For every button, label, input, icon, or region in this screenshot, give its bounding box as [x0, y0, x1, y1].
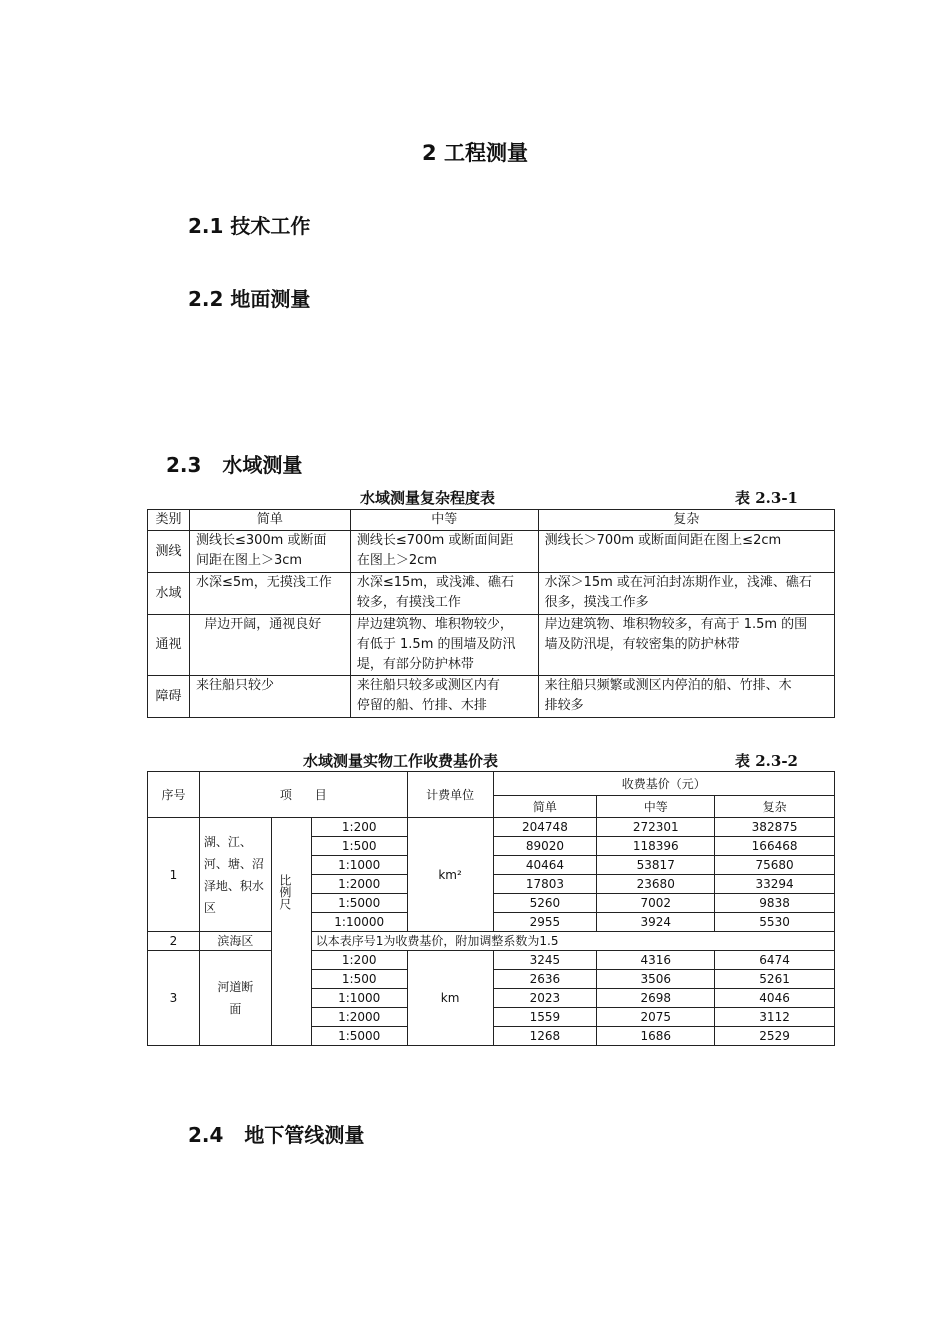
scale-cell: 1:500 — [311, 837, 407, 856]
price-complex: 382875 — [715, 818, 835, 837]
price-complex: 9838 — [715, 894, 835, 913]
price-medium: 4316 — [597, 951, 715, 970]
price-simple: 3245 — [493, 951, 597, 970]
header-seq: 序号 — [148, 772, 200, 818]
cell-medium — [350, 615, 538, 676]
scale-cell: 1:200 — [311, 818, 407, 837]
cell-complex — [538, 676, 834, 718]
table-row — [148, 573, 835, 615]
table-row — [148, 676, 835, 718]
price-simple: 1268 — [493, 1027, 597, 1046]
cell-line: 来往船只频繁或测区内停泊的船、竹排、木 — [544, 678, 792, 693]
row-category: 测线 — [148, 531, 190, 573]
scale-cell: 1:5000 — [311, 1027, 407, 1046]
cell-line: 测线长≤300m 或断面 — [195, 533, 327, 548]
cell-medium — [350, 531, 538, 573]
header-item: 项 目 — [199, 772, 407, 818]
header-price: 收费基价（元） — [493, 772, 835, 796]
price-complex: 4046 — [715, 989, 835, 1008]
cell-simple — [189, 531, 350, 573]
header-simple: 简单 — [189, 510, 350, 531]
header-medium: 中等 — [597, 796, 715, 818]
table-row — [148, 615, 835, 676]
item-name: 河道断面 — [199, 951, 271, 1046]
cell-line: 测线长≤700m 或断面间距 — [356, 533, 514, 548]
complexity-table — [147, 509, 835, 718]
row-category: 水域 — [148, 573, 190, 615]
header-category: 类别 — [148, 510, 190, 531]
cell-complex — [538, 531, 834, 573]
table-header-row — [148, 510, 835, 531]
cell-line: 很多，摸浅工作多 — [544, 595, 649, 610]
price-simple: 89020 — [493, 837, 597, 856]
scale-cell: 1:5000 — [311, 894, 407, 913]
header-unit: 计费单位 — [407, 772, 493, 818]
cell-line: 岸边建筑物、堆积物较少， — [356, 617, 513, 632]
price-medium: 3506 — [597, 970, 715, 989]
section-2-4-heading: 2.4 地下管线测量 — [188, 1123, 365, 1147]
cell-line: 较多，有摸浅工作 — [356, 595, 461, 610]
cell-line: 来往船只较多或测区内有 — [356, 678, 500, 693]
table-row — [148, 531, 835, 573]
header-medium: 中等 — [350, 510, 538, 531]
table-row — [148, 932, 835, 951]
section-2-2-heading: 2.2 地面测量 — [188, 287, 311, 311]
table2-caption: 水域测量实物工作收费基价表 — [303, 752, 499, 770]
cell-line: 间距在图上＞3cm — [195, 553, 303, 568]
section-2-1-heading: 2.1 技术工作 — [188, 214, 311, 238]
scale-cell: 1:500 — [311, 970, 407, 989]
unit-cell: km² — [407, 818, 493, 932]
price-medium: 1686 — [597, 1027, 715, 1046]
unit-cell: km — [407, 951, 493, 1046]
price-medium: 118396 — [597, 837, 715, 856]
price-simple: 1559 — [493, 1008, 597, 1027]
price-simple: 17803 — [493, 875, 597, 894]
price-complex: 6474 — [715, 951, 835, 970]
price-complex: 33294 — [715, 875, 835, 894]
cell-line: 排较多 — [544, 698, 584, 713]
cell-line: 测线长＞700m 或断面间距在图上≤2cm — [544, 533, 782, 548]
scale-cell: 1:10000 — [311, 913, 407, 932]
note-cell: 以本表序号1为收费基价，附加调整系数为1.5 — [311, 932, 834, 951]
item-name: 滨海区 — [199, 932, 271, 951]
price-simple: 2955 — [493, 913, 597, 932]
row-category: 障碍 — [148, 676, 190, 718]
seq-cell: 3 — [148, 951, 200, 1046]
price-simple: 40464 — [493, 856, 597, 875]
cell-line: 墙及防汛堤，有较密集的防护林带 — [544, 637, 740, 652]
row-category: 通视 — [148, 615, 190, 676]
cell-line: 来往船只较少 — [195, 678, 274, 693]
price-complex: 2529 — [715, 1027, 835, 1046]
cell-line: 岸边建筑物、堆积物较多，有高于 1.5m 的围 — [544, 617, 808, 632]
scale-cell: 1:200 — [311, 951, 407, 970]
table1-number: 表 2.3-1 — [735, 489, 798, 507]
price-complex: 5530 — [715, 913, 835, 932]
table2-number: 表 2.3-2 — [735, 752, 798, 770]
scale-cell: 1:1000 — [311, 856, 407, 875]
price-complex: 5261 — [715, 970, 835, 989]
cell-line: 岸边开阔，通视良好 — [195, 617, 322, 632]
cell-line: 水深≤15m，或浅滩、礁石 — [356, 575, 514, 590]
scale-label: 比例尺 — [271, 818, 311, 1046]
table-row — [148, 951, 835, 970]
cell-simple — [189, 615, 350, 676]
price-complex: 166468 — [715, 837, 835, 856]
seq-cell: 1 — [148, 818, 200, 932]
cell-simple — [189, 676, 350, 718]
cell-line: 停留的船、竹排、木排 — [356, 698, 487, 713]
header-simple: 简单 — [493, 796, 597, 818]
cell-complex — [538, 615, 834, 676]
scale-cell: 1:1000 — [311, 989, 407, 1008]
price-medium: 53817 — [597, 856, 715, 875]
price-simple: 2023 — [493, 989, 597, 1008]
cell-line: 在图上＞2cm — [356, 553, 437, 568]
price-medium: 272301 — [597, 818, 715, 837]
cell-line: 水深＞15m 或在河泊封冻期作业，浅滩、礁石 — [544, 575, 812, 590]
price-simple: 5260 — [493, 894, 597, 913]
seq-cell: 2 — [148, 932, 200, 951]
scale-cell: 1:2000 — [311, 875, 407, 894]
price-complex: 75680 — [715, 856, 835, 875]
price-medium: 7002 — [597, 894, 715, 913]
page-title: 2 工程测量 — [422, 141, 528, 165]
price-medium: 3924 — [597, 913, 715, 932]
price-complex: 3112 — [715, 1008, 835, 1027]
fee-table — [147, 771, 835, 1046]
cell-line: 水深≤5m，无摸浅工作 — [195, 575, 332, 590]
price-medium: 2698 — [597, 989, 715, 1008]
header-complex: 复杂 — [715, 796, 835, 818]
cell-line: 有低于 1.5m 的围墙及防汛 — [356, 637, 516, 652]
price-medium: 2075 — [597, 1008, 715, 1027]
cell-line: 堤，有部分防护林带 — [356, 657, 474, 672]
price-simple: 204748 — [493, 818, 597, 837]
table1-caption: 水域测量复杂程度表 — [360, 489, 496, 507]
cell-complex — [538, 573, 834, 615]
price-medium: 23680 — [597, 875, 715, 894]
table-row — [148, 818, 835, 837]
header-complex: 复杂 — [538, 510, 834, 531]
cell-simple — [189, 573, 350, 615]
scale-cell: 1:2000 — [311, 1008, 407, 1027]
cell-medium — [350, 676, 538, 718]
item-name: 湖、江、河、塘、沼泽地、积水区 — [199, 818, 271, 932]
cell-medium — [350, 573, 538, 615]
table-header-row — [148, 772, 835, 796]
section-2-3-heading: 2.3 水域测量 — [166, 453, 303, 477]
price-simple: 2636 — [493, 970, 597, 989]
